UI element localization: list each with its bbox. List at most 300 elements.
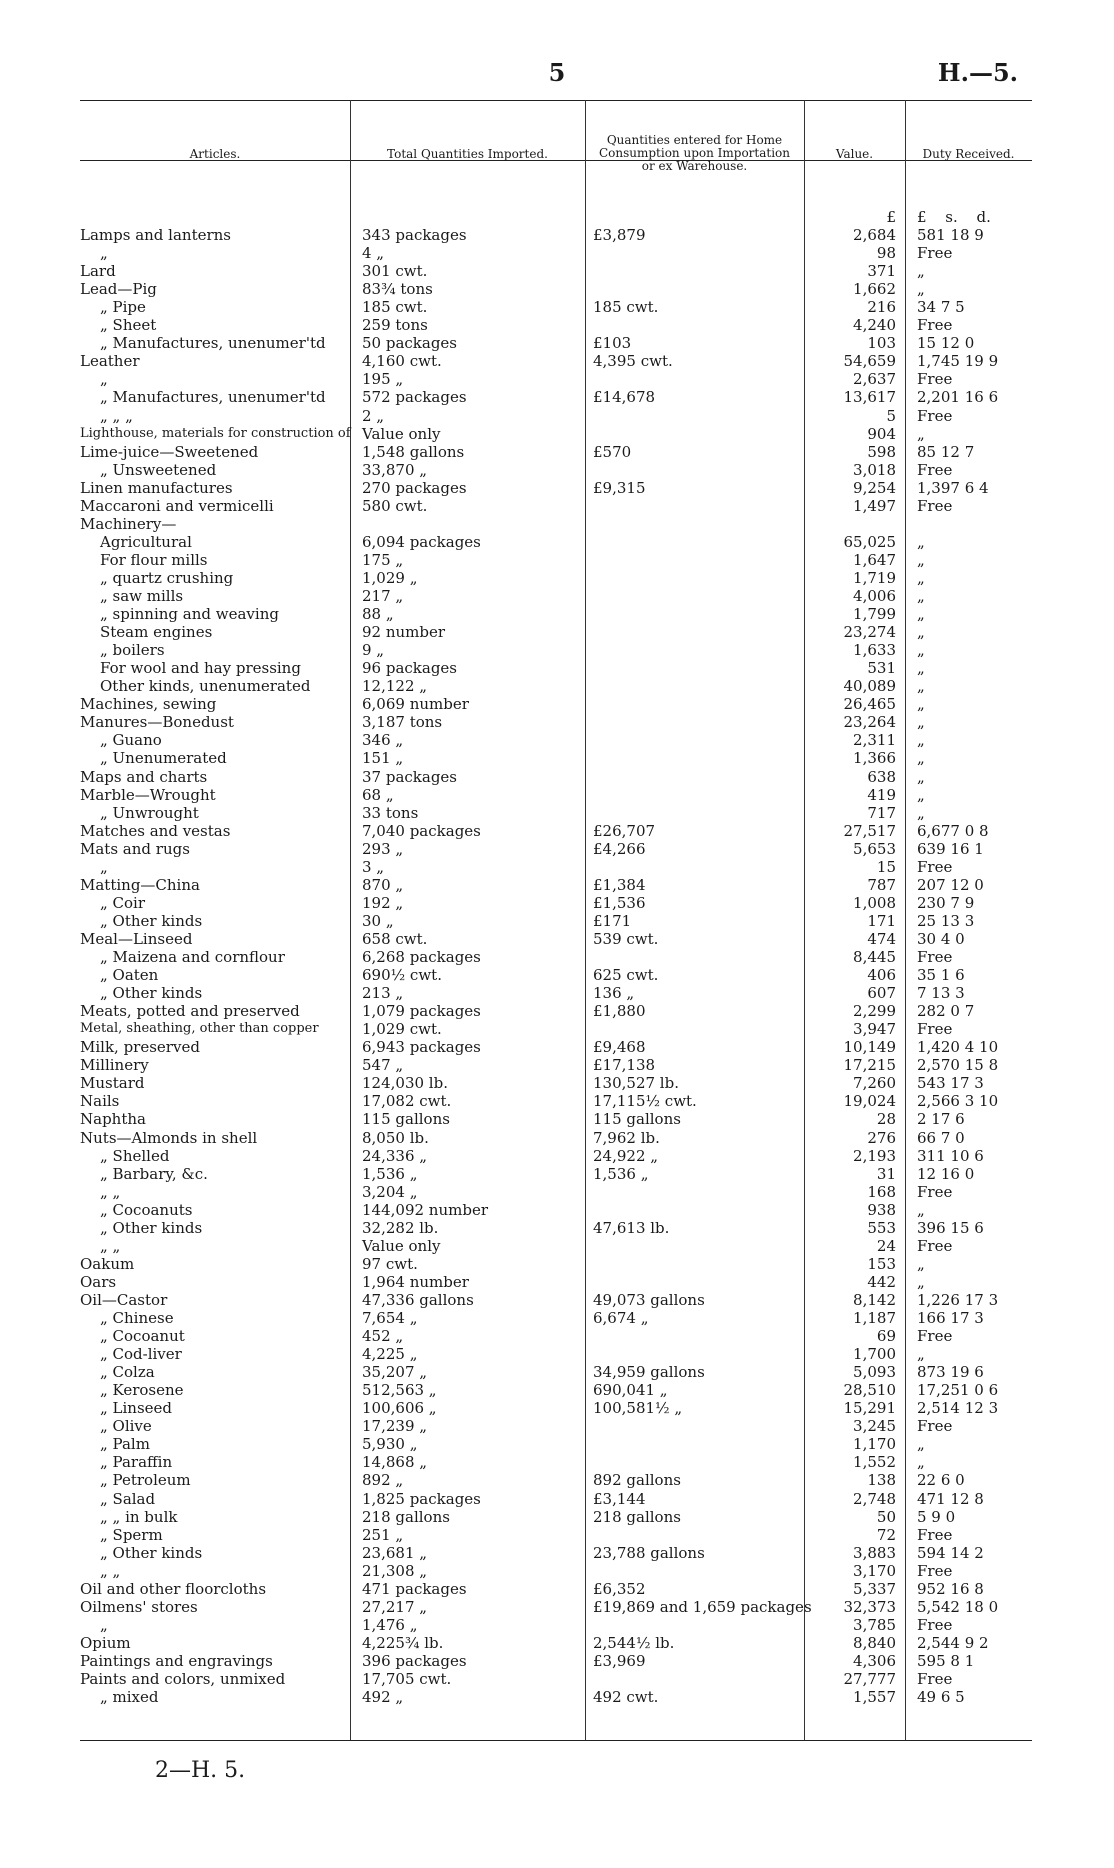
row-value: 3,245 [853,1417,896,1435]
row-total-quantity: 3 „ [362,858,385,876]
row-duty: 66 7 0 [917,1129,965,1147]
row-value: 1,366 [853,749,896,767]
row-value: 5,653 [853,840,896,858]
row-value: 4,006 [853,587,896,605]
row-article: Mats and rugs [80,840,190,858]
row-total-quantity: 7,654 „ [362,1309,418,1327]
row-total-quantity: 14,868 „ [362,1453,428,1471]
row-article: „ „ [100,1183,121,1201]
row-duty: „ [917,569,925,587]
row-article: „ boilers [100,641,165,659]
row-article: Paints and colors, unmixed [80,1670,286,1688]
row-value: 1,719 [853,569,896,587]
row-duty: „ [917,659,925,677]
row-duty: 15 12 0 [917,334,975,352]
row-home-consumption: 690,041 „ [593,1381,668,1399]
row-total-quantity: 870 „ [362,876,404,894]
row-home-consumption: £17,138 [593,1056,656,1074]
row-duty: 2,570 15 8 [917,1056,999,1074]
row-article: Opium [80,1634,131,1652]
row-article: „ Guano [100,731,162,749]
row-value: 607 [867,984,896,1002]
row-duty: Free [917,1616,953,1634]
row-article: Oars [80,1273,117,1291]
row-duty: 396 15 6 [917,1219,984,1237]
row-article: „ Maizena and cornflour [100,948,285,966]
row-home-consumption: 1,536 „ [593,1165,649,1183]
row-total-quantity: 17,239 „ [362,1417,428,1435]
row-duty: Free [917,1562,953,1580]
row-total-quantity: 4,160 cwt. [362,352,442,370]
column-divider [585,100,586,1740]
row-article: „ Unwrought [100,804,199,822]
row-value: 1,647 [853,551,896,569]
row-duty: 311 10 6 [917,1147,984,1165]
header-home-consumption [585,134,804,173]
row-article: Milk, preserved [80,1038,200,1056]
row-article: „ Sperm [100,1526,163,1544]
row-total-quantity: 4,225¾ lb. [362,1634,444,1652]
row-home-consumption: 34,959 gallons [593,1363,705,1381]
row-duty: 595 8 1 [917,1652,975,1670]
row-value: 54,659 [843,352,896,370]
row-total-quantity: 6,268 packages [362,948,481,966]
row-article: „ Oaten [100,966,159,984]
row-article: Lard [80,262,116,280]
row-duty: 5,542 18 0 [917,1598,999,1616]
row-article: „ [100,858,108,876]
row-duty: 1,397 6 4 [917,479,989,497]
row-article: For wool and hay pressing [100,659,301,677]
row-duty: „ [917,551,925,569]
row-value: 216 [867,298,896,316]
row-duty: 230 7 9 [917,894,975,912]
row-home-consumption: £9,468 [593,1038,646,1056]
row-total-quantity: 270 packages [362,479,467,497]
row-article: „ Other kinds [100,912,203,930]
row-value: 138 [867,1471,896,1489]
row-value: 27,517 [843,822,896,840]
row-article: „ mixed [100,1688,159,1706]
row-home-consumption: 6,674 „ [593,1309,649,1327]
row-value: 938 [867,1201,896,1219]
row-duty: 471 12 8 [917,1490,984,1508]
row-value: 1,008 [853,894,896,912]
row-value: 28 [876,1110,896,1128]
row-duty: 6,677 0 8 [917,822,989,840]
row-article: Oil and other floorcloths [80,1580,267,1598]
row-duty: 85 12 7 [917,443,975,461]
row-home-consumption: £171 [593,912,632,930]
row-value: 13,617 [843,388,896,406]
page-reference: H.—5. [937,58,1018,87]
row-duty: 25 13 3 [917,912,975,930]
row-total-quantity: 1,536 „ [362,1165,418,1183]
row-total-quantity: 24,336 „ [362,1147,428,1165]
row-value: 2,684 [853,226,896,244]
table-top-rule [80,100,1032,101]
row-duty: „ [917,1255,925,1273]
row-duty: „ [917,262,925,280]
row-value: 717 [867,804,896,822]
row-article: Oakum [80,1255,135,1273]
row-home-consumption: 7,962 lb. [593,1129,660,1147]
row-value: 28,510 [843,1381,896,1399]
row-article: Oilmens' stores [80,1598,198,1616]
row-article: „ Manufactures, unenumer'td [100,388,326,406]
row-value: 4,240 [853,316,896,334]
row-article: „ „ [100,1562,121,1580]
row-total-quantity: 32,282 lb. [362,1219,439,1237]
row-total-quantity: 1,825 packages [362,1490,481,1508]
row-value: 15,291 [843,1399,896,1417]
row-article: „ Pipe [100,298,146,316]
row-value: 168 [867,1183,896,1201]
row-article: Meal—Linseed [80,930,193,948]
row-total-quantity: 92 number [362,623,446,641]
row-home-consumption: 218 gallons [593,1508,681,1526]
row-duty: „ [917,786,925,804]
row-value: 23,264 [843,713,896,731]
row-article: „ spinning and weaving [100,605,279,623]
row-duty: 49 6 5 [917,1688,965,1706]
row-total-quantity: 547 „ [362,1056,404,1074]
row-home-consumption: 130,527 lb. [593,1074,679,1092]
row-article: Manures—Bonedust [80,713,234,731]
row-total-quantity: 1,029 „ [362,569,418,587]
row-duty: „ [917,425,925,443]
header-duty: Duty Received. [922,147,1015,161]
row-value: 5,337 [853,1580,896,1598]
row-duty: 7 13 3 [917,984,965,1002]
row-total-quantity: 97 cwt. [362,1255,418,1273]
row-duty: 543 17 3 [917,1074,984,1092]
row-duty: 1,226 17 3 [917,1291,999,1309]
row-duty: 639 16 1 [917,840,984,858]
row-article: „ Colza [100,1363,155,1381]
row-duty: 166 17 3 [917,1309,984,1327]
row-value: 26,465 [843,695,896,713]
row-home-consumption: 47,613 lb. [593,1219,670,1237]
row-total-quantity: 346 „ [362,731,404,749]
row-duty: 873 19 6 [917,1363,984,1381]
row-duty: 5 9 0 [917,1508,956,1526]
row-total-quantity: 512,563 „ [362,1381,437,1399]
row-value: 1,187 [853,1309,896,1327]
row-value: 1,557 [853,1688,896,1706]
row-value: 7,260 [853,1074,896,1092]
row-duty: Free [917,1327,953,1345]
row-article: Lead—Pig [80,280,157,298]
row-total-quantity: 301 cwt. [362,262,428,280]
row-duty: „ [917,749,925,767]
row-value: 32,373 [843,1598,896,1616]
row-total-quantity: 12,122 „ [362,677,428,695]
row-article: „ Unsweetened [100,461,217,479]
row-article: Millinery [80,1056,149,1074]
row-article: For flour mills [100,551,208,569]
header-total-quantities: Total Quantities Imported. [387,147,548,161]
row-total-quantity: 17,082 cwt. [362,1092,452,1110]
row-article: Leather [80,352,140,370]
header-value: Value. [835,147,874,161]
row-home-consumption: £3,879 [593,226,646,244]
row-value: 3,883 [853,1544,896,1562]
row-total-quantity: 3,204 „ [362,1183,418,1201]
row-duty: „ [917,713,925,731]
row-total-quantity: 6,069 number [362,695,469,713]
row-home-consumption: £19,869 and 1,659 packages [593,1598,812,1616]
row-value: 553 [867,1219,896,1237]
row-value: 406 [867,966,896,984]
row-duty: Free [917,407,953,425]
row-total-quantity: 3,187 tons [362,713,443,731]
row-article: „ [100,244,108,262]
row-article: „ Sheet [100,316,157,334]
row-article: „ Unenumerated [100,749,227,767]
row-value: 8,840 [853,1634,896,1652]
page-footer: 2—H. 5. [155,1758,246,1783]
row-total-quantity: 1,548 gallons [362,443,465,461]
row-home-consumption: £570 [593,443,632,461]
row-home-consumption: £9,315 [593,479,646,497]
row-home-consumption: 2,544½ lb. [593,1634,675,1652]
row-value: 276 [867,1129,896,1147]
row-home-consumption: £3,969 [593,1652,646,1670]
row-duty: 22 6 0 [917,1471,965,1489]
row-duty: 30 4 0 [917,930,965,948]
row-value: 153 [867,1255,896,1273]
row-value: 1,700 [853,1345,896,1363]
row-home-consumption: 17,115½ cwt. [593,1092,697,1110]
row-value: 1,497 [853,497,896,515]
row-duty: 2 17 6 [917,1110,965,1128]
row-total-quantity: 33,870 „ [362,461,428,479]
row-total-quantity: 68 „ [362,786,394,804]
row-article: „ „ [100,1237,121,1255]
row-total-quantity: 213 „ [362,984,404,1002]
row-article: Nuts—Almonds in shell [80,1129,258,1147]
row-article: „ Salad [100,1490,156,1508]
row-total-quantity: 580 cwt. [362,497,428,515]
row-value: 5 [886,407,896,425]
row-article: Lamps and lanterns [80,226,232,244]
row-total-quantity: 492 „ [362,1688,404,1706]
row-value: 3,170 [853,1562,896,1580]
row-duty: Free [917,461,953,479]
row-duty: 2,544 9 2 [917,1634,989,1652]
row-home-consumption: 100,581½ „ [593,1399,683,1417]
row-home-consumption: £3,144 [593,1490,646,1508]
row-value: 27,777 [843,1670,896,1688]
row-article: Lighthouse, materials for construction of [80,426,351,441]
row-value: 8,445 [853,948,896,966]
row-duty: „ [917,280,925,298]
row-duty: „ [917,1345,925,1363]
row-article: „ saw mills [100,587,184,605]
row-duty: 581 18 9 [917,226,984,244]
header-home-line: Quantities entered for Home [606,133,783,147]
row-value: 1,170 [853,1435,896,1453]
row-article: Meats, potted and preserved [80,1002,300,1020]
row-total-quantity: 251 „ [362,1526,404,1544]
row-duty: „ [917,1435,925,1453]
row-home-consumption: £4,266 [593,840,646,858]
row-article: Naphtha [80,1110,146,1128]
row-home-consumption: 892 gallons [593,1471,681,1489]
row-total-quantity: 7,040 packages [362,822,481,840]
row-duty: „ [917,731,925,749]
row-value: 2,748 [853,1490,896,1508]
row-article: „ Barbary, &c. [100,1165,208,1183]
row-article: Machinery— [80,515,177,533]
row-article: Metal, sheathing, other than copper [80,1021,319,1036]
row-article: „ Cod-liver [100,1345,182,1363]
column-divider [905,100,906,1740]
row-total-quantity: 452 „ [362,1327,404,1345]
row-article: Steam engines [100,623,213,641]
row-total-quantity: 144,092 number [362,1201,488,1219]
row-total-quantity: 17,705 cwt. [362,1670,452,1688]
row-article: „ Manufactures, unenumer'td [100,334,326,352]
row-total-quantity: 23,681 „ [362,1544,428,1562]
row-total-quantity: 892 „ [362,1471,404,1489]
row-total-quantity: 35,207 „ [362,1363,428,1381]
row-article: „ Other kinds [100,1544,203,1562]
row-total-quantity: 50 packages [362,334,458,352]
row-value: 3,947 [853,1020,896,1038]
row-value: 98 [876,244,896,262]
row-total-quantity: 33 tons [362,804,419,822]
row-total-quantity: 192 „ [362,894,404,912]
row-article: „ Cocoanut [100,1327,185,1345]
row-value: 15 [876,858,896,876]
row-duty: „ [917,677,925,695]
header-home-line: Consumption upon Importation [598,146,791,160]
row-article: „ Shelled [100,1147,170,1165]
row-article: Agricultural [100,533,192,551]
row-duty: Free [917,948,953,966]
row-home-consumption: 115 gallons [593,1110,681,1128]
row-value: 2,637 [853,370,896,388]
row-total-quantity: 396 packages [362,1652,467,1670]
row-duty: „ [917,587,925,605]
row-home-consumption: 4,395 cwt. [593,352,673,370]
row-total-quantity: 6,094 packages [362,533,481,551]
row-duty: „ [917,533,925,551]
row-value: 2,311 [853,731,896,749]
row-duty: Free [917,1183,953,1201]
row-article: Maccaroni and vermicelli [80,497,274,515]
row-total-quantity: 658 cwt. [362,930,428,948]
row-duty: 2,201 16 6 [917,388,999,406]
row-value: 371 [867,262,896,280]
row-value: 103 [867,334,896,352]
row-article: „ Coir [100,894,146,912]
row-total-quantity: 37 packages [362,768,458,786]
row-total-quantity: 4,225 „ [362,1345,418,1363]
row-home-consumption: 136 „ [593,984,635,1002]
row-article: Matches and vestas [80,822,231,840]
row-value: 8,142 [853,1291,896,1309]
row-total-quantity: 1,029 cwt. [362,1020,442,1038]
row-article: „ Cocoanuts [100,1201,193,1219]
row-total-quantity: 100,606 „ [362,1399,437,1417]
row-total-quantity: Value only [362,1237,441,1255]
row-duty: „ [917,695,925,713]
row-total-quantity: 30 „ [362,912,394,930]
row-value: 10,149 [843,1038,896,1056]
row-home-consumption: £26,707 [593,822,656,840]
row-value: 1,633 [853,641,896,659]
row-value: 4,306 [853,1652,896,1670]
row-total-quantity: 8,050 lb. [362,1129,429,1147]
row-value: 638 [867,768,896,786]
row-duty: „ [917,641,925,659]
row-value: 17,215 [843,1056,896,1074]
row-value: 72 [876,1526,896,1544]
row-home-consumption: 539 cwt. [593,930,659,948]
row-duty: Free [917,1020,953,1038]
row-total-quantity: 96 packages [362,659,458,677]
row-value: 171 [867,912,896,930]
row-duty: 1,420 4 10 [917,1038,999,1056]
row-total-quantity: 218 gallons [362,1508,450,1526]
row-duty: Free [917,497,953,515]
row-duty: Free [917,858,953,876]
row-total-quantity: 185 cwt. [362,298,428,316]
row-value: 598 [867,443,896,461]
row-article: „ Petroleum [100,1471,191,1489]
row-home-consumption: 625 cwt. [593,966,659,984]
row-duty: 2,514 12 3 [917,1399,999,1417]
row-duty: 34 7 5 [917,298,965,316]
row-duty: 952 16 8 [917,1580,984,1598]
row-value: 2,193 [853,1147,896,1165]
row-value: 31 [876,1165,896,1183]
row-value: 1,662 [853,280,896,298]
row-article: „ Olive [100,1417,152,1435]
row-total-quantity: 88 „ [362,605,394,623]
row-value: 3,785 [853,1616,896,1634]
row-total-quantity: 115 gallons [362,1110,450,1128]
row-article: „ Other kinds [100,984,203,1002]
row-duty: Free [917,1526,953,1544]
row-article: Maps and charts [80,768,208,786]
row-article: „ Linseed [100,1399,173,1417]
row-duty: 17,251 0 6 [917,1381,999,1399]
row-total-quantity: 293 „ [362,840,404,858]
row-home-consumption: £14,678 [593,388,656,406]
duty-unit: £ s. d. [917,208,991,226]
row-home-consumption: 23,788 gallons [593,1544,705,1562]
row-value: 40,089 [843,677,896,695]
row-duty: 282 0 7 [917,1002,975,1020]
column-divider [350,100,351,1740]
row-article: Paintings and engravings [80,1652,273,1670]
row-total-quantity: 151 „ [362,749,404,767]
row-duty: „ [917,768,925,786]
row-article: „ quartz crushing [100,569,234,587]
row-article: „ „ „ [100,407,133,425]
row-article: Matting—China [80,876,200,894]
header-articles: Articles. [189,147,241,161]
row-value: 65,025 [843,533,896,551]
row-home-consumption: £103 [593,334,632,352]
row-home-consumption: 185 cwt. [593,298,659,316]
row-duty: Free [917,1670,953,1688]
header-home-line: or ex Warehouse. [641,159,748,173]
